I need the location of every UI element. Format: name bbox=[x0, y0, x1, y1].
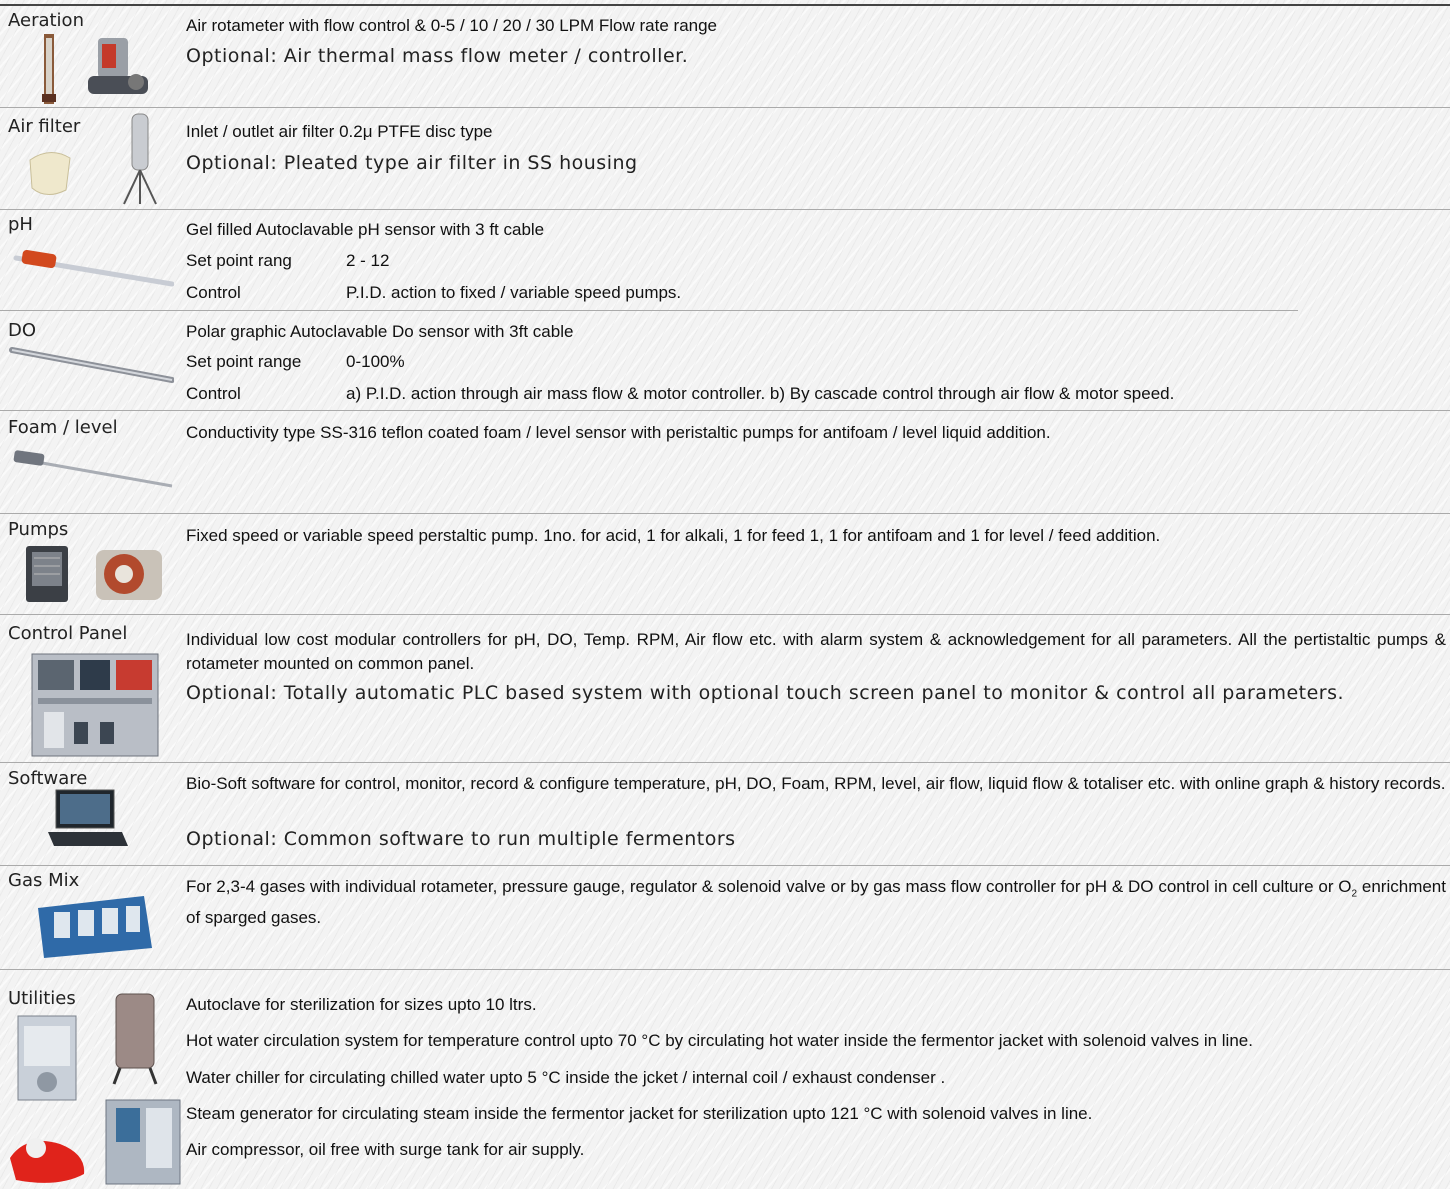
row-label: Foam / level bbox=[8, 417, 118, 438]
divider bbox=[0, 410, 1450, 411]
foam-sensor-image bbox=[10, 450, 174, 490]
row-label: pH bbox=[8, 214, 33, 235]
ph-setpoint-label: Set point rang bbox=[186, 251, 292, 270]
gas-mix-subscript: 2 bbox=[1351, 888, 1358, 900]
gas-mix-text-after: enrichment of sparged gases. bbox=[186, 877, 1446, 928]
divider bbox=[0, 614, 1450, 615]
do-sensor-image bbox=[8, 344, 174, 384]
ph-control-value: P.I.D. action to fixed / variable speed pumps. bbox=[346, 283, 682, 302]
pumps-text: Fixed speed or variable speed perstaltic pump. 1no. for acid, 1 for alkali, 1 for feed 1, 1 for antifoam and 1 for level / feed addition. bbox=[186, 526, 1161, 545]
software-optional: Optional: Common software to run multiple fermentors bbox=[186, 828, 736, 850]
utility-item: Autoclave for sterilization for sizes upto 10 ltrs. bbox=[186, 995, 537, 1014]
air-compressor-image bbox=[6, 1118, 90, 1188]
aeration-text: Air rotameter with flow control & 0-5 / 10 / 20 / 30 LPM Flow rate range bbox=[186, 16, 718, 35]
control-panel-text: Individual low cost modular controllers for pH, DO, Temp. RPM, Air flow etc. with alarm system & acknowledgement for all parameters. All the pertistaltic pumps & rotameter mounted on common panel. bbox=[186, 630, 1446, 673]
steam-generator-image bbox=[102, 1098, 184, 1186]
ss-housing-filter-image bbox=[118, 112, 162, 206]
variable-speed-pump-image bbox=[90, 540, 170, 606]
disc-filter-image bbox=[22, 146, 78, 200]
gas-mixer-image bbox=[34, 894, 154, 962]
rotameter-image bbox=[38, 34, 60, 104]
row-label: DO bbox=[8, 320, 37, 341]
air-filter-optional: Optional: Pleated type air filter in SS housing bbox=[186, 152, 638, 174]
top-rule bbox=[0, 4, 1450, 6]
do-control-label: Control bbox=[186, 384, 241, 403]
ph-sensor-image bbox=[12, 250, 174, 288]
gas-mix-text bbox=[186, 875, 1446, 930]
do-control-value: a) P.I.D. action through air mass flow & motor controller. b) By cascade control through air flow & motor speed. bbox=[346, 384, 1175, 403]
ph-text: Gel filled Autoclavable pH sensor with 3 ft cable bbox=[186, 220, 545, 239]
laptop-image bbox=[48, 788, 128, 850]
gas-mix-text-before: For 2,3-4 gases with individual rotameter, pressure gauge, regulator & solenoid valve or by gas mass flow controller for pH & DO control in cell culture or O bbox=[186, 877, 1352, 896]
row-label: Software bbox=[8, 768, 88, 789]
row-label: Gas Mix bbox=[8, 870, 80, 891]
divider bbox=[0, 513, 1450, 514]
row-label: Air filter bbox=[8, 116, 81, 137]
row-label: Utilities bbox=[8, 988, 76, 1009]
row-label: Aeration bbox=[8, 10, 84, 31]
ph-control-label: Control bbox=[186, 283, 241, 302]
utility-item: Hot water circulation system for temperature control upto 70 °C by circulating hot water inside the fermentor jacket with solenoid valves in line. bbox=[186, 1031, 1253, 1050]
utility-item: Air compressor, oil free with surge tank for air supply. bbox=[186, 1140, 585, 1159]
row-label: Control Panel bbox=[8, 623, 128, 644]
do-setpoint-value: 0-100% bbox=[346, 352, 405, 371]
do-text: Polar graphic Autoclavable Do sensor with 3ft cable bbox=[186, 322, 574, 341]
hot-water-system-image bbox=[106, 990, 164, 1086]
foam-text: Conductivity type SS-316 teflon coated foam / level sensor with peristaltic pumps for antifoam / level liquid addition. bbox=[186, 423, 1051, 442]
software-text: Bio-Soft software for control, monitor, record & configure temperature, pH, DO, Foam, RPM, level, air flow, liquid flow & totaliser etc. with online graph & history records. bbox=[186, 774, 1446, 793]
air-filter-text: Inlet / outlet air filter 0.2μ PTFE disc type bbox=[186, 122, 493, 141]
control-panel-image bbox=[30, 652, 160, 758]
divider bbox=[0, 762, 1450, 763]
mass-flow-meter-image bbox=[82, 36, 154, 102]
autoclave-image bbox=[14, 1012, 80, 1104]
utility-item: Water chiller for circulating chilled water upto 5 °C inside the jcket / internal coil / exhaust condenser . bbox=[186, 1068, 946, 1087]
divider bbox=[0, 969, 1450, 970]
do-setpoint-label: Set point range bbox=[186, 352, 302, 371]
divider bbox=[0, 310, 1298, 311]
control-panel-optional: Optional: Totally automatic PLC based system with optional touch screen panel to monitor & control all parameters. bbox=[186, 682, 1345, 704]
ph-setpoint-value: 2 - 12 bbox=[346, 251, 390, 270]
row-label: Pumps bbox=[8, 519, 69, 540]
divider bbox=[0, 865, 1450, 866]
divider bbox=[0, 209, 1450, 210]
aeration-optional: Optional: Air thermal mass flow meter / controller. bbox=[186, 45, 689, 67]
divider bbox=[0, 107, 1450, 108]
utility-item: Steam generator for circulating steam inside the fermentor jacket for sterilization upto 121 °C with solenoid valves in line. bbox=[186, 1104, 1093, 1123]
fixed-speed-pump-image bbox=[22, 540, 74, 606]
